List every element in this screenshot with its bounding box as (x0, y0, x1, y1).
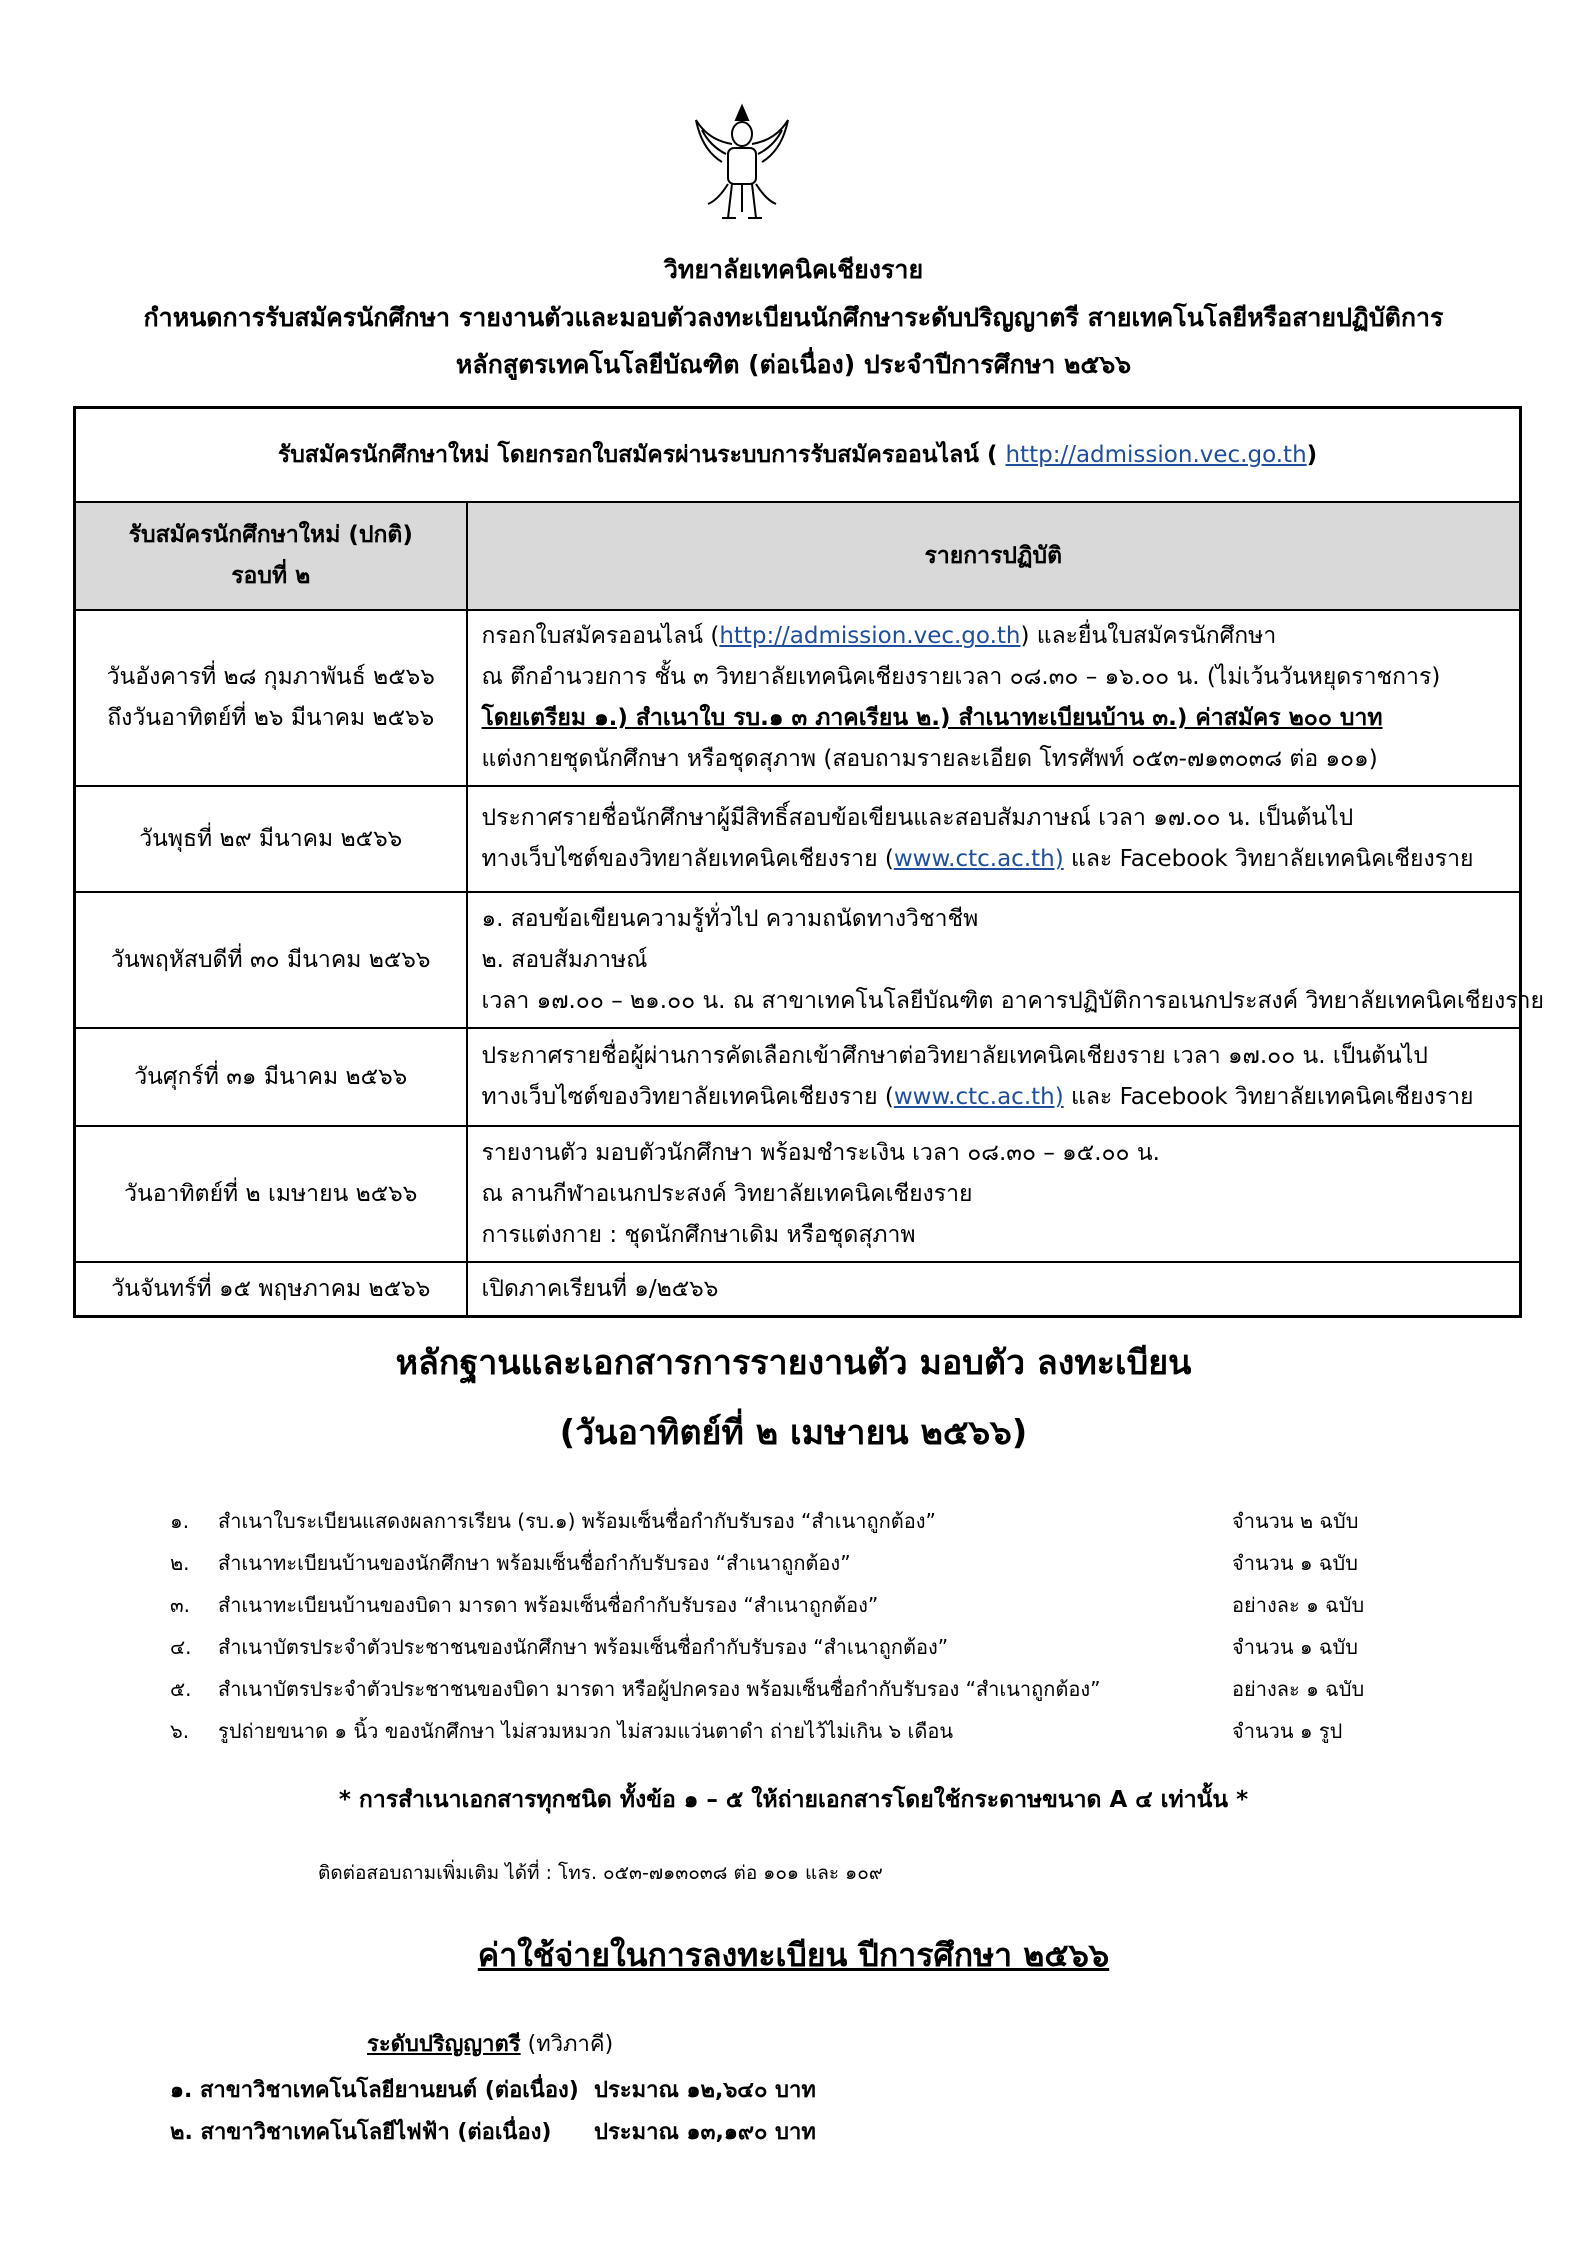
row-text: ) และยื่นใบสมัครนักศึกษา (1020, 623, 1277, 649)
row-detail-line (482, 1077, 1506, 1118)
row-date-line: ถึงวันอาทิตย์ที่ ๒๖ มีนาคม ๒๕๖๖ (107, 705, 435, 731)
fee-item (170, 2114, 816, 2149)
list-item-quantity: จำนวน ๒ ฉบับ (1232, 1509, 1359, 1533)
row-detail-line: เวลา ๑๗.๐๐ – ๒๑.๐๐ น. ณ สาขาเทคโนโลยีบัณฑิต อาคารปฏิบัติการอเนกประสงค์ วิทยาลัยเทคนิคเชียงราย (481, 987, 1544, 1014)
row-text: ทางเว็บไซต์ของวิทยาลัยเทคนิคเชียงราย ( (481, 846, 894, 872)
row-detail-line: โดยเตรียม ๑.) สำเนาใบ รบ.๑ ๓ ภาคเรียน ๒.) สำเนาทะเบียนบ้าน ๓.) ค่าสมัคร ๒๐๐ บาท (481, 705, 1383, 731)
list-item-quantity: จำนวน ๑ ฉบับ (1232, 1635, 1358, 1659)
row-detail-line: ณ ลานกีฬาอเนกประสงค์ วิทยาลัยเทคนิคเชียงราย (481, 1180, 973, 1207)
list-item-text: สำเนาใบระเบียนแสดงผลการเรียน (รบ.๑) พร้อมเซ็นชื่อกำกับรับรอง “สำเนาถูกต้อง” (218, 1509, 936, 1533)
row-detail-line: ประกาศรายชื่อนักศึกษาผู้มีสิทธิ์สอบข้อเขียนและสอบสัมภาษณ์ เวลา ๑๗.๐๐ น. เป็นต้นไป (481, 805, 1354, 831)
column-header-date-line2: รอบที่ ๒ (231, 563, 311, 589)
fee-item-amount: ประมาณ ๑๓,๑๙๐ บาท (594, 2120, 816, 2145)
row-detail (467, 892, 1544, 1028)
row-detail-line: ณ ตึกอำนวยการ ชั้น ๓ วิทยาลัยเทคนิคเชียงรายเวลา ๐๘.๓๐ – ๑๖.๐๐ น. (ไม่เว้นวันหยุดราชการ) (481, 664, 1441, 690)
table-row (75, 786, 1521, 892)
row-detail: เปิดภาคเรียนที่ ๑/๒๕๖๖ (467, 1262, 1521, 1317)
list-item (170, 1584, 1410, 1626)
list-item-number: ๒. (170, 1551, 190, 1575)
documents-title: หลักฐานและเอกสารการรายงานตัว มอบตัว ลงทะเบียน (395, 1343, 1192, 1383)
table-row (75, 892, 1521, 1028)
row-date: วันพุธที่ ๒๙ มีนาคม ๒๕๖๖ (75, 786, 467, 892)
list-item-text: สำเนาทะเบียนบ้านของบิดา มารดา พร้อมเซ็นชื่อกำกับรับรอง “สำเนาถูกต้อง” (218, 1593, 879, 1617)
degree-level-label: ระดับปริญญาตรี (367, 2032, 521, 2057)
column-header-date (75, 502, 467, 610)
fee-item-name: ๒. สาขาวิชาเทคโนโลยีไฟฟ้า (ต่อเนื่อง) (170, 2120, 552, 2145)
list-item-text: สำเนาบัตรประจำตัวประชาชนของบิดา มารดา หรือผู้ปกครอง พร้อมเซ็นชื่อกำกับรับรอง “สำเนาถูกต้อง” (218, 1677, 1101, 1701)
ctc-website-link[interactable]: www.ctc.ac.th) (893, 1084, 1064, 1110)
row-text: ทางเว็บไซต์ของวิทยาลัยเทคนิคเชียงราย ( (481, 1084, 894, 1110)
fee-item-amount: ประมาณ ๑๒,๖๔๐ บาท (594, 2078, 816, 2103)
row-detail (467, 1126, 1521, 1262)
copy-note: * การสำเนาเอกสารทุกชนิด ทั้งข้อ ๑ – ๕ ให้ถ่ายเอกสารโดยใช้กระดาษขนาด A ๔ เท่านั้น * (338, 1787, 1249, 1813)
schedule-table (73, 406, 1544, 1318)
program-title: หลักสูตรเทคโนโลยีบัณฑิต (ต่อเนื่อง) ประจำปีการศึกษา ๒๕๖๖ (455, 350, 1132, 379)
row-detail (467, 786, 1521, 892)
banner-row (75, 408, 1521, 503)
row-date: วันอาทิตย์ที่ ๒ เมษายน ๒๕๖๖ (75, 1126, 467, 1262)
row-detail (467, 610, 1521, 786)
row-text: กรอกใบสมัครออนไลน์ ( (481, 623, 720, 649)
row-detail (467, 1028, 1521, 1126)
fee-item (170, 2072, 816, 2107)
column-header-actions: รายการปฏิบัติ (467, 502, 1521, 610)
list-item-number: ๖. (170, 1719, 190, 1743)
banner-cell (75, 408, 1521, 503)
table-row (75, 1028, 1521, 1126)
row-detail-line: ๑. สอบข้อเขียนความรู้ทั่วไป ความถนัดทางวิชาชีพ (481, 905, 979, 932)
list-item (170, 1542, 1410, 1584)
row-detail-line: รายงานตัว มอบตัวนักศึกษา พร้อมชำระเงิน เวลา ๐๘.๓๐ – ๑๕.๐๐ น. (481, 1139, 1160, 1166)
row-date-line: วันอังคารที่ ๒๘ กุมภาพันธ์ ๒๕๖๖ (106, 664, 435, 690)
row-detail-line (482, 616, 1506, 657)
table-row (75, 610, 1521, 786)
row-detail-line: ประกาศรายชื่อผู้ผ่านการคัดเลือกเข้าศึกษาต่อวิทยาลัยเทคนิคเชียงราย เวลา ๑๗.๐๐ น. เป็นต้นไป (481, 1043, 1428, 1069)
banner-text: รับสมัครนักศึกษาใหม่ โดยกรอกใบสมัครผ่านระบบการรับสมัครออนไลน์ ( (277, 441, 998, 468)
row-detail-line: แต่งกายชุดนักศึกษา หรือชุดสุภาพ (สอบถามรายละเอียด โทรศัพท์ ๐๕๓-๗๑๓๐๓๘ ต่อ ๑๐๑) (481, 746, 1378, 772)
list-item-number: ๓. (170, 1593, 191, 1617)
garuda-emblem-icon (688, 100, 796, 230)
row-date: วันจันทร์ที่ ๑๕ พฤษภาคม ๒๕๖๖ (75, 1262, 467, 1317)
document-title: กำหนดการรับสมัครนักศึกษา รายงานตัวและมอบตัวลงทะเบียนนักศึกษาระดับปริญญาตรี สายเทคโนโลยีหรือสายปฏิบัติการ (143, 303, 1444, 332)
row-date: วันพฤหัสบดีที่ ๓๐ มีนาคม ๒๕๖๖ (75, 892, 467, 1028)
list-item-number: ๑. (170, 1509, 190, 1533)
row-text: และ Facebook วิทยาลัยเทคนิคเชียงราย (1063, 1084, 1474, 1110)
row-date (75, 610, 467, 786)
documents-list (170, 1500, 1410, 1752)
banner-close: ) (1306, 441, 1318, 468)
list-item-quantity: อย่างละ ๑ ฉบับ (1232, 1677, 1365, 1701)
degree-level (367, 2026, 613, 2061)
list-item-text: สำเนาทะเบียนบ้านของนักศึกษา พร้อมเซ็นชื่อกำกับรับรอง “สำเนาถูกต้อง” (218, 1551, 851, 1575)
list-item (170, 1668, 1410, 1710)
column-header-date-line1: รับสมัครนักศึกษาใหม่ (ปกติ) (128, 522, 413, 548)
admission-link[interactable]: http://admission.vec.go.th (1005, 441, 1307, 468)
list-item (170, 1626, 1410, 1668)
row-detail-line: ๒. สอบสัมภาษณ์ (481, 946, 648, 973)
degree-level-note: (ทวิภาคี) (520, 2032, 614, 2057)
list-item-number: ๔. (170, 1635, 192, 1659)
list-item (170, 1500, 1410, 1542)
list-item-text: สำเนาบัตรประจำตัวประชาชนของนักศึกษา พร้อมเซ็นชื่อกำกับรับรอง “สำเนาถูกต้อง” (218, 1635, 949, 1659)
admission-link[interactable]: http://admission.vec.go.th (719, 623, 1021, 649)
row-text: และ Facebook วิทยาลัยเทคนิคเชียงราย (1063, 846, 1474, 872)
fees-title: ค่าใช้จ่ายในการลงทะเบียน ปีการศึกษา ๒๕๖๖ (477, 1936, 1110, 1974)
list-item-quantity: จำนวน ๑ รูป (1232, 1719, 1343, 1743)
contact-info: ติดต่อสอบถามเพิ่มเติม ได้ที่ : โทร. ๐๕๓-๗๑๓๐๓๘ ต่อ ๑๐๑ และ ๑๐๙ (318, 1862, 883, 1884)
ctc-website-link[interactable]: www.ctc.ac.th) (893, 846, 1064, 872)
fee-item-name: ๑. สาขาวิชาเทคโนโลยียานยนต์ (ต่อเนื่อง) (170, 2078, 579, 2103)
table-row (75, 1126, 1521, 1262)
column-header-row (75, 502, 1521, 610)
list-item-quantity: อย่างละ ๑ ฉบับ (1232, 1593, 1365, 1617)
row-date: วันศุกร์ที่ ๓๑ มีนาคม ๒๕๖๖ (75, 1028, 467, 1126)
documents-date: (วันอาทิตย์ที่ ๒ เมษายน ๒๕๖๖) (559, 1413, 1028, 1453)
list-item (170, 1710, 1410, 1752)
list-item-number: ๕. (170, 1677, 192, 1701)
table-row (75, 1262, 1521, 1317)
college-name: วิทยาลัยเทคนิคเชียงราย (663, 255, 924, 284)
list-item-quantity: จำนวน ๑ ฉบับ (1232, 1551, 1358, 1575)
row-detail-line: การแต่งกาย : ชุดนักศึกษาเดิม หรือชุดสุภาพ (481, 1221, 916, 1248)
list-item-text: รูปถ่ายขนาด ๑ นิ้ว ของนักศึกษา ไม่สวมหมวก ไม่สวมแว่นตาดำ ถ่ายไว้ไม่เกิน ๖ เดือน (218, 1719, 954, 1743)
row-detail-line (482, 839, 1506, 880)
